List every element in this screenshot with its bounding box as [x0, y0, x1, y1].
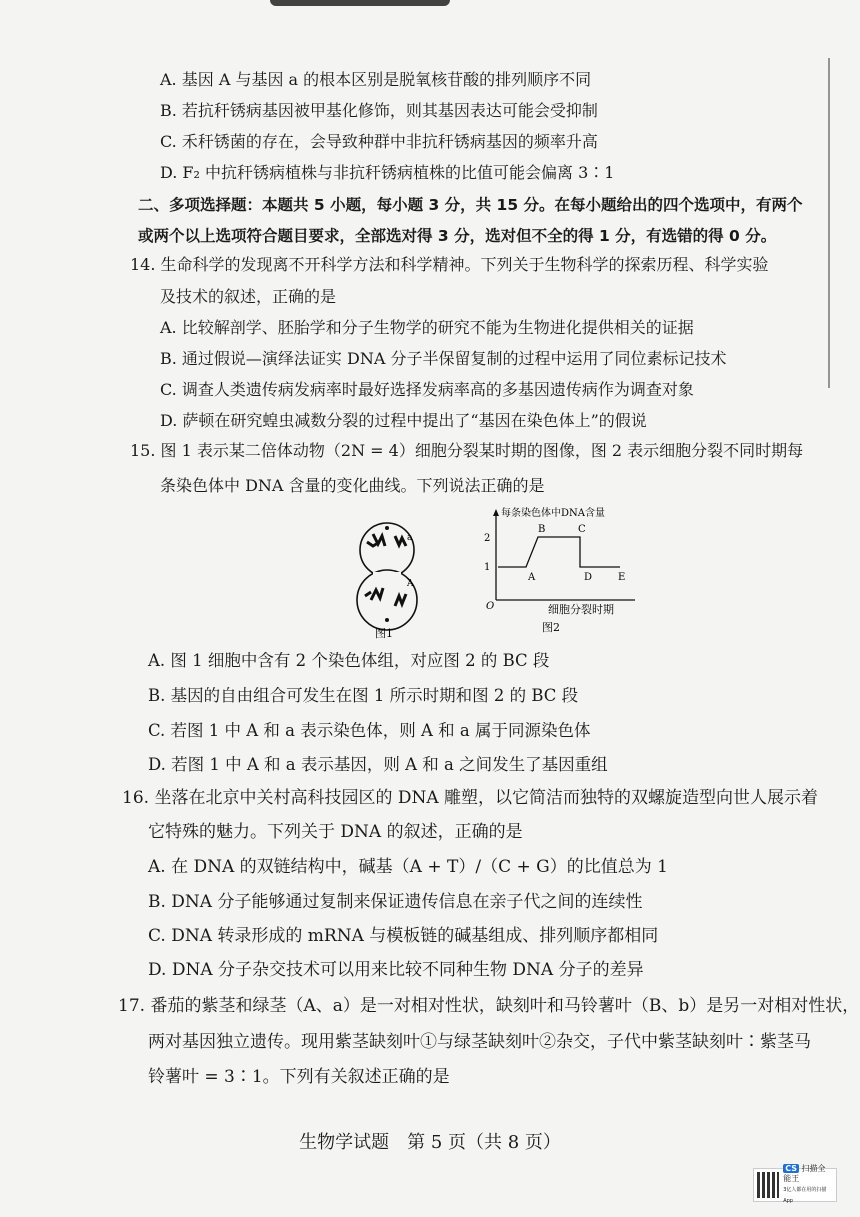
label-big-a: A	[407, 579, 414, 589]
q16-option-b: B. DNA 分子能够通过复制来保证遗传信息在亲子代之间的连续性	[148, 892, 643, 912]
scanner-tagline: 3亿人都在用的扫描App	[783, 1187, 827, 1204]
y-tick-2: 2	[484, 533, 491, 544]
q15-option-d: D. 若图 1 中 A 和 a 表示基因，则 A 和 a 之间发生了基因重组	[148, 755, 608, 774]
cs-logo: CS	[785, 1164, 797, 1173]
upper-cell-outline	[360, 523, 414, 577]
figure1-caption: 图1	[375, 627, 393, 640]
label-small-a: a	[407, 533, 413, 543]
figure2-caption: 图2	[542, 621, 560, 634]
q16-option-d: D. DNA 分子杂交技术可以用来比较不同种生物 DNA 分子的差异	[148, 960, 644, 980]
q16-stem-line2: 它特殊的魅力。下列关于 DNA 的叙述，正确的是	[148, 822, 523, 842]
y-tick-1: 1	[484, 562, 491, 573]
lower-chromosome-right	[395, 594, 406, 606]
q15-option-b: B. 基因的自由组合可发生在图 1 所示时期和图 2 的 BC 段	[148, 686, 579, 705]
section2-heading-line1: 二、多项选择题：本题共 5 小题，每小题 3 分，共 15 分。在每小题给出的四个选项中，有两个	[138, 196, 803, 214]
q14-stem-line2: 及技术的叙述，正确的是	[160, 287, 337, 306]
top-scan-smudge	[270, 0, 450, 6]
scanner-text	[783, 1164, 833, 1206]
q14-option-c: C. 调查人类遗传病发病率时最好选择发病率高的多基因遗传病作为调查对象	[160, 380, 694, 399]
point-c: C	[578, 524, 586, 535]
point-e: E	[618, 572, 626, 583]
q15-stem-line1: 15. 图 1 表示某二倍体动物（2N = 4）细胞分裂某时期的图像，图 2 表示细胞分裂不同时期每	[130, 441, 804, 460]
upper-chromosome-left	[367, 534, 385, 546]
scanner-app-name: 扫描全能王	[783, 1164, 826, 1183]
q17-stem-line2: 两对基因独立遗传。现用紫茎缺刻叶①与绿茎缺刻叶②杂交，子代中紫茎缺刻叶∶紫茎马	[148, 1032, 811, 1052]
cleavage-gap	[373, 572, 401, 578]
q16-option-c: C. DNA 转录形成的 mRNA 与模板链的碱基组成、排列顺序都相同	[148, 926, 659, 946]
q17-stem-line3: 铃薯叶 = 3∶1。下列有关叙述正确的是	[148, 1067, 450, 1087]
q15-option-c: C. 若图 1 中 A 和 a 表示染色体，则 A 和 a 属于同源染色体	[148, 721, 591, 740]
point-a: A	[528, 572, 536, 583]
q16-option-a: A. 在 DNA 的双链结构中，碱基（A + T）/（C + G）的比值总为 1	[148, 857, 668, 877]
centriole	[385, 618, 389, 622]
point-b: B	[538, 524, 546, 535]
page-footer: 生物学试题 第 5 页（共 8 页）	[299, 1132, 561, 1153]
point-d: D	[584, 572, 593, 583]
q14-option-d: D. 萨顿在研究蝗虫减数分裂的过程中提出了“基因在染色体上”的假说	[160, 411, 647, 430]
scanner-watermark	[753, 1164, 837, 1204]
q15-stem-line2: 条染色体中 DNA 含量的变化曲线。下列说法正确的是	[160, 476, 545, 495]
q13-option-a: A. 基因 A 与基因 a 的根本区别是脱氧核苷酸的排列顺序不同	[160, 70, 592, 89]
section2-heading-line2: 或两个以上选项符合题目要求，全部选对得 3 分，选对但不全的得 1 分，有选错的得 0 分。	[138, 227, 777, 245]
q13-option-d: D. F₂ 中抗秆锈病植株与非抗秆锈病植株的比值可能会偏离 3∶1	[160, 163, 615, 182]
centriole-top	[385, 526, 389, 530]
q14-stem-line1: 14. 生命科学的发现离不开科学方法和科学精神。下列关于生物科学的探索历程、科学实验	[130, 255, 769, 274]
q13-option-c: C. 禾秆锈菌的存在，会导致种群中非抗秆锈病基因的频率升高	[160, 132, 598, 151]
q16-stem-line1: 16. 坐落在北京中关村高科技园区的 DNA 雕塑，以它简洁而独特的双螺旋造型向世人展示着	[122, 788, 819, 808]
page-edge-line	[828, 58, 830, 388]
upper-chromosome-right	[395, 536, 406, 546]
q17-stem-line1: 17. 番茄的紫茎和绿茎（A、a）是一对相对性状，缺刻叶和马铃薯叶（B、b）是另一对相对性状，	[118, 996, 860, 1016]
y-axis-label: 每条染色体中DNA含量	[501, 508, 605, 519]
qr-code-icon	[757, 1172, 779, 1198]
dna-content-curve	[498, 537, 620, 567]
figure2-dna-chart	[480, 505, 640, 640]
y-axis-arrow	[493, 509, 499, 516]
q14-option-a: A. 比较解剖学、胚胎学和分子生物学的研究不能为生物进化提供相关的证据	[160, 318, 694, 337]
q14-option-b: B. 通过假说—演绎法证实 DNA 分子半保留复制的过程中运用了同位素标记技术	[160, 349, 727, 368]
lower-chromosome-left	[365, 588, 383, 600]
q15-option-a: A. 图 1 细胞中含有 2 个染色体组，对应图 2 的 BC 段	[148, 651, 550, 670]
x-axis-label: 细胞分裂时期	[548, 603, 614, 616]
q13-option-b: B. 若抗秆锈病基因被甲基化修饰，则其基因表达可能会受抑制	[160, 101, 598, 120]
origin-label: O	[486, 601, 495, 612]
figure1-cell-diagram	[345, 520, 455, 640]
